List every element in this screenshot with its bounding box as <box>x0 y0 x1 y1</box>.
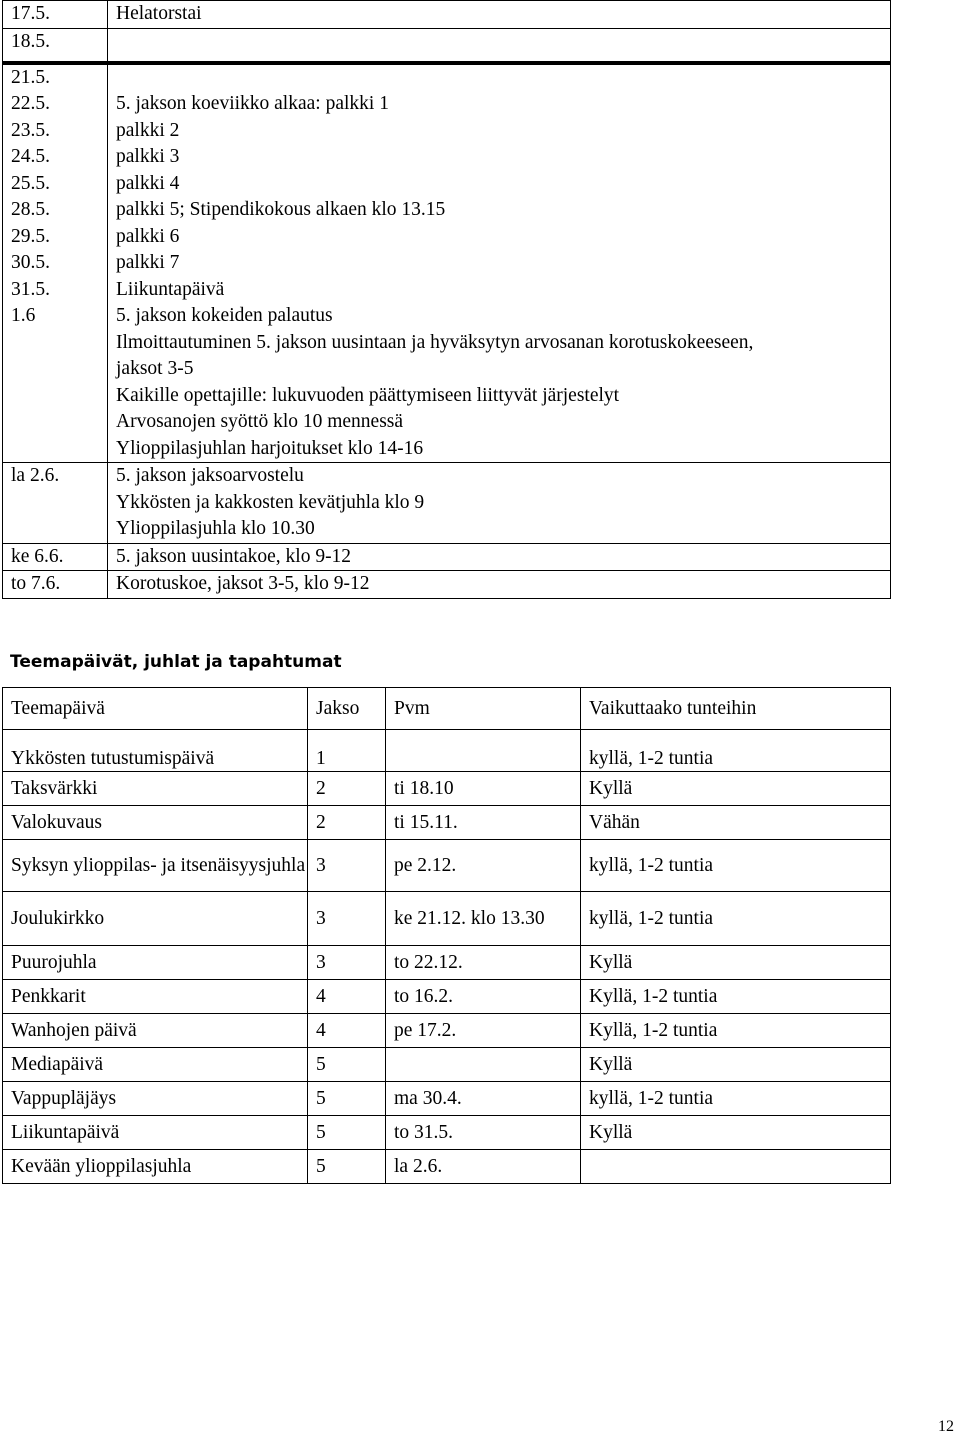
event-date <box>386 730 581 772</box>
event-row <box>3 946 891 980</box>
event-affects-lessons: Kyllä <box>581 772 891 806</box>
schedule-date: 23.5. <box>3 118 108 145</box>
event-period: 3 <box>308 840 386 892</box>
schedule-description <box>108 118 891 145</box>
schedule-description <box>108 1 891 29</box>
event-row <box>3 840 891 892</box>
event-date: pe 2.12. <box>386 840 581 892</box>
schedule-description <box>108 144 891 171</box>
event-affects-lessons: kyllä, 1-2 tuntia <box>581 840 891 892</box>
schedule-line: Korotuskoe, jaksot 3-5, klo 9-12 <box>116 573 370 594</box>
event-row <box>3 980 891 1014</box>
header-jakso: Jakso <box>308 688 386 730</box>
event-name: Valokuvaus <box>3 806 308 840</box>
schedule-row <box>3 303 891 463</box>
section-title: Teemapäivät, juhlat ja tapahtumat <box>10 652 342 672</box>
event-date: ti 15.11. <box>386 806 581 840</box>
schedule-description <box>108 277 891 304</box>
page-number: 12 <box>938 1418 954 1435</box>
schedule-date: 24.5. <box>3 144 108 171</box>
event-period: 2 <box>308 806 386 840</box>
event-date <box>386 1048 581 1082</box>
event-date: to 22.12. <box>386 946 581 980</box>
schedule-description <box>108 543 891 571</box>
schedule-description <box>108 197 891 224</box>
schedule-row <box>3 29 891 63</box>
event-date: pe 17.2. <box>386 1014 581 1048</box>
event-affects-lessons: kyllä, 1-2 tuntia <box>581 892 891 946</box>
event-row <box>3 1082 891 1116</box>
schedule-line: palkki 7 <box>116 252 180 273</box>
schedule-description <box>108 463 891 544</box>
schedule-date: la 2.6. <box>3 463 108 544</box>
event-row <box>3 892 891 946</box>
schedule-description <box>108 171 891 198</box>
schedule-date: 28.5. <box>3 197 108 224</box>
schedule-row <box>3 144 891 171</box>
schedule-row <box>3 91 891 118</box>
events-header-row <box>3 688 891 730</box>
event-affects-lessons: Kyllä, 1-2 tuntia <box>581 1014 891 1048</box>
event-period: 4 <box>308 980 386 1014</box>
schedule-line: 5. jakson koeviikko alkaa: palkki 1 <box>116 93 389 114</box>
schedule-line: 5. jakson kokeiden palautus <box>116 305 333 326</box>
schedule-line: palkki 2 <box>116 119 180 141</box>
event-period: 3 <box>308 892 386 946</box>
schedule-date: 30.5. <box>3 250 108 277</box>
event-name: Liikuntapäivä <box>3 1116 308 1150</box>
event-period: 2 <box>308 772 386 806</box>
header-teemapaiva: Teemapäivä <box>3 688 308 730</box>
event-period: 1 <box>308 730 386 772</box>
event-name: Vappupläjäys <box>3 1082 308 1116</box>
schedule-description <box>108 250 891 277</box>
event-affects-lessons: Vähän <box>581 806 891 840</box>
schedule-line <box>116 29 890 56</box>
event-name: Taksvärkki <box>3 772 308 806</box>
schedule-line: palkki 4 <box>116 172 180 194</box>
schedule-row <box>3 543 891 571</box>
schedule-line <box>116 65 890 92</box>
event-affects-lessons: Kyllä <box>581 946 891 980</box>
event-name: Penkkarit <box>3 980 308 1014</box>
schedule-row <box>3 224 891 251</box>
schedule-line: jaksot 3-5 <box>116 358 194 379</box>
schedule-line: palkki 5; Stipendikokous alkaen klo 13.15 <box>116 199 446 220</box>
event-affects-lessons: kyllä, 1-2 tuntia <box>581 730 891 772</box>
schedule-line: Ylioppilasjuhla klo 10.30 <box>116 518 315 539</box>
schedule-description <box>108 63 891 92</box>
schedule-date: 17.5. <box>3 1 108 29</box>
schedule-date: 21.5. <box>3 63 108 92</box>
event-name: Kevään ylioppilasjuhla <box>3 1150 308 1184</box>
schedule-row <box>3 171 891 198</box>
event-affects-lessons: Kyllä <box>581 1116 891 1150</box>
schedule-date: 22.5. <box>3 91 108 118</box>
header-pvm: Pvm <box>386 688 581 730</box>
event-period: 4 <box>308 1014 386 1048</box>
events-table <box>2 687 891 1184</box>
schedule-description <box>108 224 891 251</box>
schedule-row <box>3 277 891 304</box>
event-row <box>3 1048 891 1082</box>
schedule-row <box>3 463 891 544</box>
schedule-date: ke 6.6. <box>3 543 108 571</box>
schedule-row <box>3 63 891 92</box>
schedule-date: 31.5. <box>3 277 108 304</box>
schedule-date: 25.5. <box>3 171 108 198</box>
event-row <box>3 1014 891 1048</box>
event-name: Joulukirkko <box>3 892 308 946</box>
event-date: ti 18.10 <box>386 772 581 806</box>
schedule-line: Ylioppilasjuhlan harjoitukset klo 14-16 <box>116 437 424 459</box>
event-date: ke 21.12. klo 13.30 <box>386 892 581 946</box>
schedule-row <box>3 571 891 599</box>
event-name: Mediapäivä <box>3 1048 308 1082</box>
event-affects-lessons: Kyllä, 1-2 tuntia <box>581 980 891 1014</box>
schedule-line: Helatorstai <box>116 3 202 24</box>
event-name: Puurojuhla <box>3 946 308 980</box>
event-row <box>3 772 891 806</box>
event-affects-lessons: Kyllä <box>581 1048 891 1082</box>
schedule-description <box>108 571 891 599</box>
schedule-line: Ilmoittautuminen 5. jakson uusintaan ja hyväksytyn arvosanan korotuskokeeseen, <box>116 331 754 353</box>
schedule-line: palkki 3 <box>116 146 180 167</box>
schedule-row <box>3 197 891 224</box>
event-period: 5 <box>308 1048 386 1082</box>
header-vaikuttaako: Vaikuttaako tunteihin <box>581 688 891 730</box>
schedule-row <box>3 250 891 277</box>
event-name: Ykkösten tutustumispäivä <box>3 730 308 772</box>
event-period: 3 <box>308 946 386 980</box>
schedule-description <box>108 303 891 463</box>
event-date: to 31.5. <box>386 1116 581 1150</box>
event-name: Wanhojen päivä <box>3 1014 308 1048</box>
schedule-description <box>108 29 891 63</box>
schedule-date: 29.5. <box>3 224 108 251</box>
schedule-line: 5. jakson uusintakoe, klo 9-12 <box>116 545 352 567</box>
schedule-date: to 7.6. <box>3 571 108 599</box>
schedule-line: 5. jakson jaksoarvostelu <box>116 465 304 486</box>
schedule-line: palkki 6 <box>116 225 180 247</box>
event-date: ma 30.4. <box>386 1082 581 1116</box>
schedule-line: Kaikille opettajille: lukuvuoden päättymiseen liittyvät järjestelyt <box>116 384 620 406</box>
event-date: to 16.2. <box>386 980 581 1014</box>
event-row <box>3 730 891 772</box>
event-period: 5 <box>308 1082 386 1116</box>
event-row <box>3 806 891 840</box>
event-affects-lessons <box>581 1150 891 1184</box>
schedule-row <box>3 1 891 29</box>
event-period: 5 <box>308 1116 386 1150</box>
schedule-date: 1.6 <box>3 303 108 463</box>
schedule-table <box>2 0 891 599</box>
schedule-description <box>108 91 891 118</box>
event-name: Syksyn ylioppilas- ja itsenäisyysjuhla <box>3 840 308 892</box>
schedule-date: 18.5. <box>3 29 108 63</box>
event-row <box>3 1150 891 1184</box>
schedule-row <box>3 118 891 145</box>
event-row <box>3 1116 891 1150</box>
schedule-line: Arvosanojen syöttö klo 10 mennessä <box>116 411 404 432</box>
event-affects-lessons: kyllä, 1-2 tuntia <box>581 1082 891 1116</box>
schedule-line: Ykkösten ja kakkosten kevätjuhla klo 9 <box>116 491 425 513</box>
event-date: la 2.6. <box>386 1150 581 1184</box>
event-period: 5 <box>308 1150 386 1184</box>
schedule-line: Liikuntapäivä <box>116 278 225 300</box>
